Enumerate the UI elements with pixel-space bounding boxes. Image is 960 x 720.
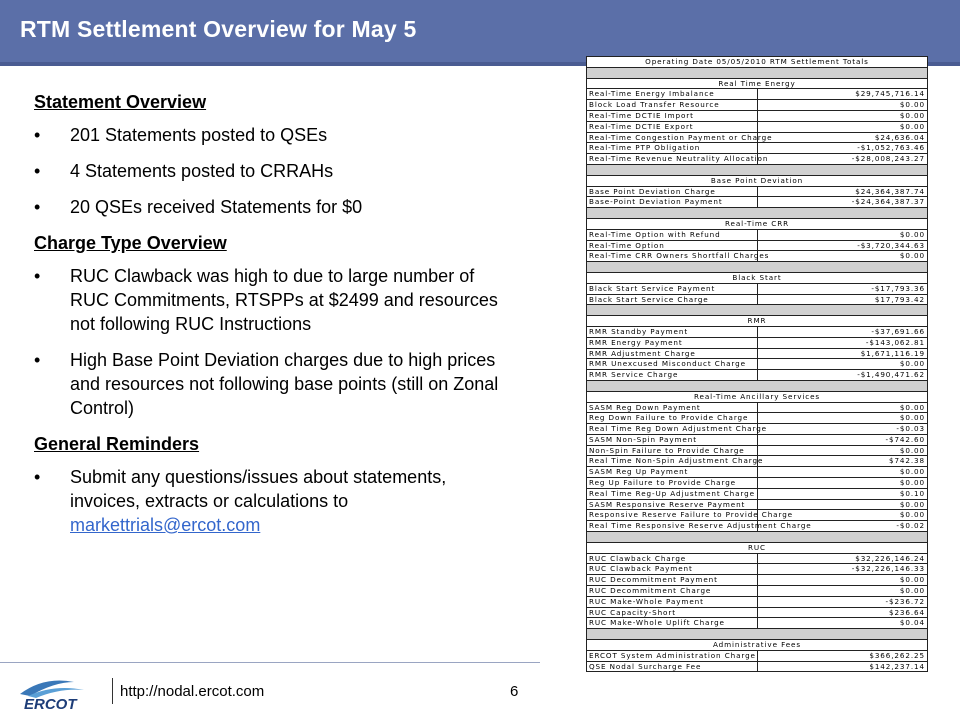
table-row [587,478,928,489]
email-link[interactable]: markettrials@ercot.com [70,515,261,535]
charge-label: Block Load Transfer Resource [587,100,758,111]
group-header: RMR [587,316,928,327]
ercot-logo [14,672,94,712]
spacer-cell [587,67,928,78]
charge-label: RMR Standby Payment [587,326,758,337]
table-row [587,326,928,337]
charge-label: Real-Time Option [587,240,758,251]
charge-amount: -$236.72 [757,596,928,607]
table-row [587,521,928,532]
charge-amount: $0.00 [757,467,928,478]
group-header-row [587,640,928,651]
charge-label: SASM Responsive Reserve Payment [587,499,758,510]
logo-wordmark: ERCOT [24,696,77,713]
charge-label: Reg Up Failure to Provide Charge [587,478,758,489]
charge-label: Non-Spin Failure to Provide Charge [587,445,758,456]
settlement-totals-table [586,56,928,672]
group-header: Black Start [587,272,928,283]
spacer-cell [587,164,928,175]
table-row [587,337,928,348]
table-spacer-row [587,67,928,78]
table-title: Operating Date 05/05/2010 RTM Settlement Totals [587,57,928,68]
charge-amount: $17,793.42 [757,294,928,305]
charge-label: Responsive Reserve Failure to Provide Charge [587,510,758,521]
spacer-cell [587,305,928,316]
table-row [587,186,928,197]
table-row [587,499,928,510]
bullet-item [34,159,514,183]
table-row [587,132,928,143]
page-number: 6 [510,683,519,700]
table-row [587,424,928,435]
bullet-dot: • [34,350,41,370]
charge-amount: -$0.03 [757,424,928,435]
charge-amount: $0.00 [757,121,928,132]
charge-amount: -$28,008,243.27 [757,154,928,165]
group-header-row [587,542,928,553]
charge-label: Base Point Deviation Charge [587,186,758,197]
group-header: Real-Time CRR [587,218,928,229]
settlement-table [586,56,928,672]
table-row [587,445,928,456]
content-body [34,90,514,549]
charge-amount: $0.00 [757,251,928,262]
table-row [587,467,928,478]
group-header-row [587,175,928,186]
charge-label: Black Start Service Charge [587,294,758,305]
charge-label: RMR Adjustment Charge [587,348,758,359]
charge-label: Real-Time Energy Imbalance [587,89,758,100]
charge-label: Real-Time Congestion Payment or Charge [587,132,758,143]
group-header: Administrative Fees [587,640,928,651]
charge-amount: -$742.60 [757,434,928,445]
table-row [587,488,928,499]
charge-label: Real-Time Option with Refund [587,229,758,240]
bullet-item [34,264,514,336]
charge-amount: $0.00 [757,413,928,424]
table-row [587,607,928,618]
bullet-text: 201 Statements posted to QSEs [70,125,328,145]
charge-amount: $1,671,116.19 [757,348,928,359]
table-spacer-row [587,262,928,273]
group-header: RUC [587,542,928,553]
statement-overview-heading: Statement Overview [34,92,207,112]
group-header: Real-Time Ancillary Services [587,391,928,402]
table-row [587,348,928,359]
charge-label: QSE Nodal Surcharge Fee [587,661,758,672]
charge-amount: $0.00 [757,110,928,121]
table-spacer-row [587,532,928,543]
charge-amount: $24,364,387.74 [757,186,928,197]
charge-amount: -$0.02 [757,521,928,532]
charge-amount: -$143,062.81 [757,337,928,348]
charge-label: RMR Unexcused Misconduct Charge [587,359,758,370]
charge-label: Black Start Service Payment [587,283,758,294]
charge-label: RUC Decommitment Charge [587,586,758,597]
table-spacer-row [587,305,928,316]
table-row [587,229,928,240]
bullet-dot: • [34,161,41,181]
table-title-row [587,57,928,68]
bullet-text: 4 Statements posted to CRRAHs [70,161,334,181]
charge-amount: -$3,720,344.63 [757,240,928,251]
spacer-cell [587,380,928,391]
charge-amount: -$1,052,763.46 [757,143,928,154]
charge-label: RUC Clawback Payment [587,564,758,575]
group-header-row [587,78,928,89]
bullet-item [34,123,514,147]
charge-amount: $0.00 [757,510,928,521]
table-spacer-row [587,164,928,175]
bullet-text: 20 QSEs received Statements for $0 [70,197,363,217]
charge-amount: $366,262.25 [757,650,928,661]
charge-label: Base-Point Deviation Payment [587,197,758,208]
charge-amount: -$17,793.36 [757,283,928,294]
charge-amount: $0.00 [757,100,928,111]
footer-divider [0,662,540,663]
charge-label: RMR Service Charge [587,370,758,381]
charge-amount: -$24,364,387.37 [757,197,928,208]
charge-label: Real-Time PTP Obligation [587,143,758,154]
table-row [587,240,928,251]
charge-amount: $0.10 [757,488,928,499]
charge-label: Real Time Non-Spin Adjustment Charge [587,456,758,467]
table-row [587,575,928,586]
charge-amount: $0.04 [757,618,928,629]
charge-label: RUC Make-Whole Uplift Charge [587,618,758,629]
footer-url: http://nodal.ercot.com [120,683,265,700]
charge-label: Real Time Responsive Reserve Adjustment Charge [587,521,758,532]
charge-amount: $0.00 [757,499,928,510]
charge-amount: -$1,490,471.62 [757,370,928,381]
charge-amount: $0.00 [757,575,928,586]
table-spacer-row [587,629,928,640]
group-header-row [587,391,928,402]
charge-label: ERCOT System Administration Charge [587,650,758,661]
table-row [587,434,928,445]
table-row [587,251,928,262]
table-row [587,618,928,629]
spacer-cell [587,262,928,273]
charge-amount: $0.00 [757,478,928,489]
charge-label: Real-Time CRR Owners Shortfall Charges [587,251,758,262]
bullet-dot: • [34,266,41,286]
charge-amount: $236.64 [757,607,928,618]
table-row [587,121,928,132]
charge-label: Reg Down Failure to Provide Charge [587,413,758,424]
bullet-item [34,348,514,420]
general-reminders-heading: General Reminders [34,434,200,454]
charge-amount: $0.00 [757,229,928,240]
table-row [587,283,928,294]
bullet-dot: • [34,467,41,487]
charge-label: Real-Time DCTIE Import [587,110,758,121]
table-row [587,596,928,607]
group-header-row [587,316,928,327]
footer-separator [112,678,113,704]
spacer-cell [587,208,928,219]
charge-label: RUC Capacity-Short [587,607,758,618]
table-row [587,370,928,381]
table-spacer-row [587,208,928,219]
table-row [587,143,928,154]
bullet-text: RUC Clawback was high to due to large number of RUC Commitments, RTSPPs at $2499 and resources not following RUC Instructions [70,266,498,334]
table-row [587,402,928,413]
charge-amount: -$37,691.66 [757,326,928,337]
table-row [587,89,928,100]
charge-type-overview-heading: Charge Type Overview [34,233,227,253]
table-row [587,661,928,672]
table-row [587,553,928,564]
charge-amount: -$32,226,146.33 [757,564,928,575]
charge-label: RMR Energy Payment [587,337,758,348]
charge-label: RUC Decommitment Payment [587,575,758,586]
table-row [587,564,928,575]
charge-label: Real-Time Revenue Neutrality Allocation [587,154,758,165]
bullet-dot: • [34,125,41,145]
bullet-item [34,465,514,537]
table-row [587,294,928,305]
group-header: Base Point Deviation [587,175,928,186]
table-row [587,413,928,424]
charge-label: RUC Make-Whole Payment [587,596,758,607]
table-spacer-row [587,380,928,391]
charge-label: Real-Time DCTIE Export [587,121,758,132]
charge-amount: $742.38 [757,456,928,467]
charge-amount: $0.00 [757,359,928,370]
spacer-cell [587,532,928,543]
table-row [587,110,928,121]
charge-label: SASM Non-Spin Payment [587,434,758,445]
table-row [587,154,928,165]
spacer-cell [587,629,928,640]
bullet-text: Submit any questions/issues about statements, invoices, extracts or calculations to [70,467,447,511]
group-header-row [587,272,928,283]
table-row [587,650,928,661]
charge-amount: $142,237.14 [757,661,928,672]
group-header-row [587,218,928,229]
charge-amount: $32,226,146.24 [757,553,928,564]
charge-amount: $0.00 [757,402,928,413]
bullet-item [34,195,514,219]
charge-amount: $0.00 [757,445,928,456]
table-row [587,197,928,208]
charge-label: RUC Clawback Charge [587,553,758,564]
charge-label: Real Time Reg-Up Adjustment Charge [587,488,758,499]
bullet-dot: • [34,197,41,217]
table-row [587,359,928,370]
charge-amount: $29,745,716.14 [757,89,928,100]
charge-amount: $0.00 [757,586,928,597]
table-row [587,456,928,467]
charge-amount: $24,636.04 [757,132,928,143]
group-header: Real Time Energy [587,78,928,89]
bullet-text: High Base Point Deviation charges due to high prices and resources not following base points (still on Zonal Control) [70,350,499,418]
table-row [587,510,928,521]
charge-label: SASM Reg Up Payment [587,467,758,478]
table-row [587,100,928,111]
table-row [587,586,928,597]
charge-label: Real Time Reg Down Adjustment Charge [587,424,758,435]
charge-label: SASM Reg Down Payment [587,402,758,413]
page-title: RTM Settlement Overview for May 5 [20,16,417,42]
